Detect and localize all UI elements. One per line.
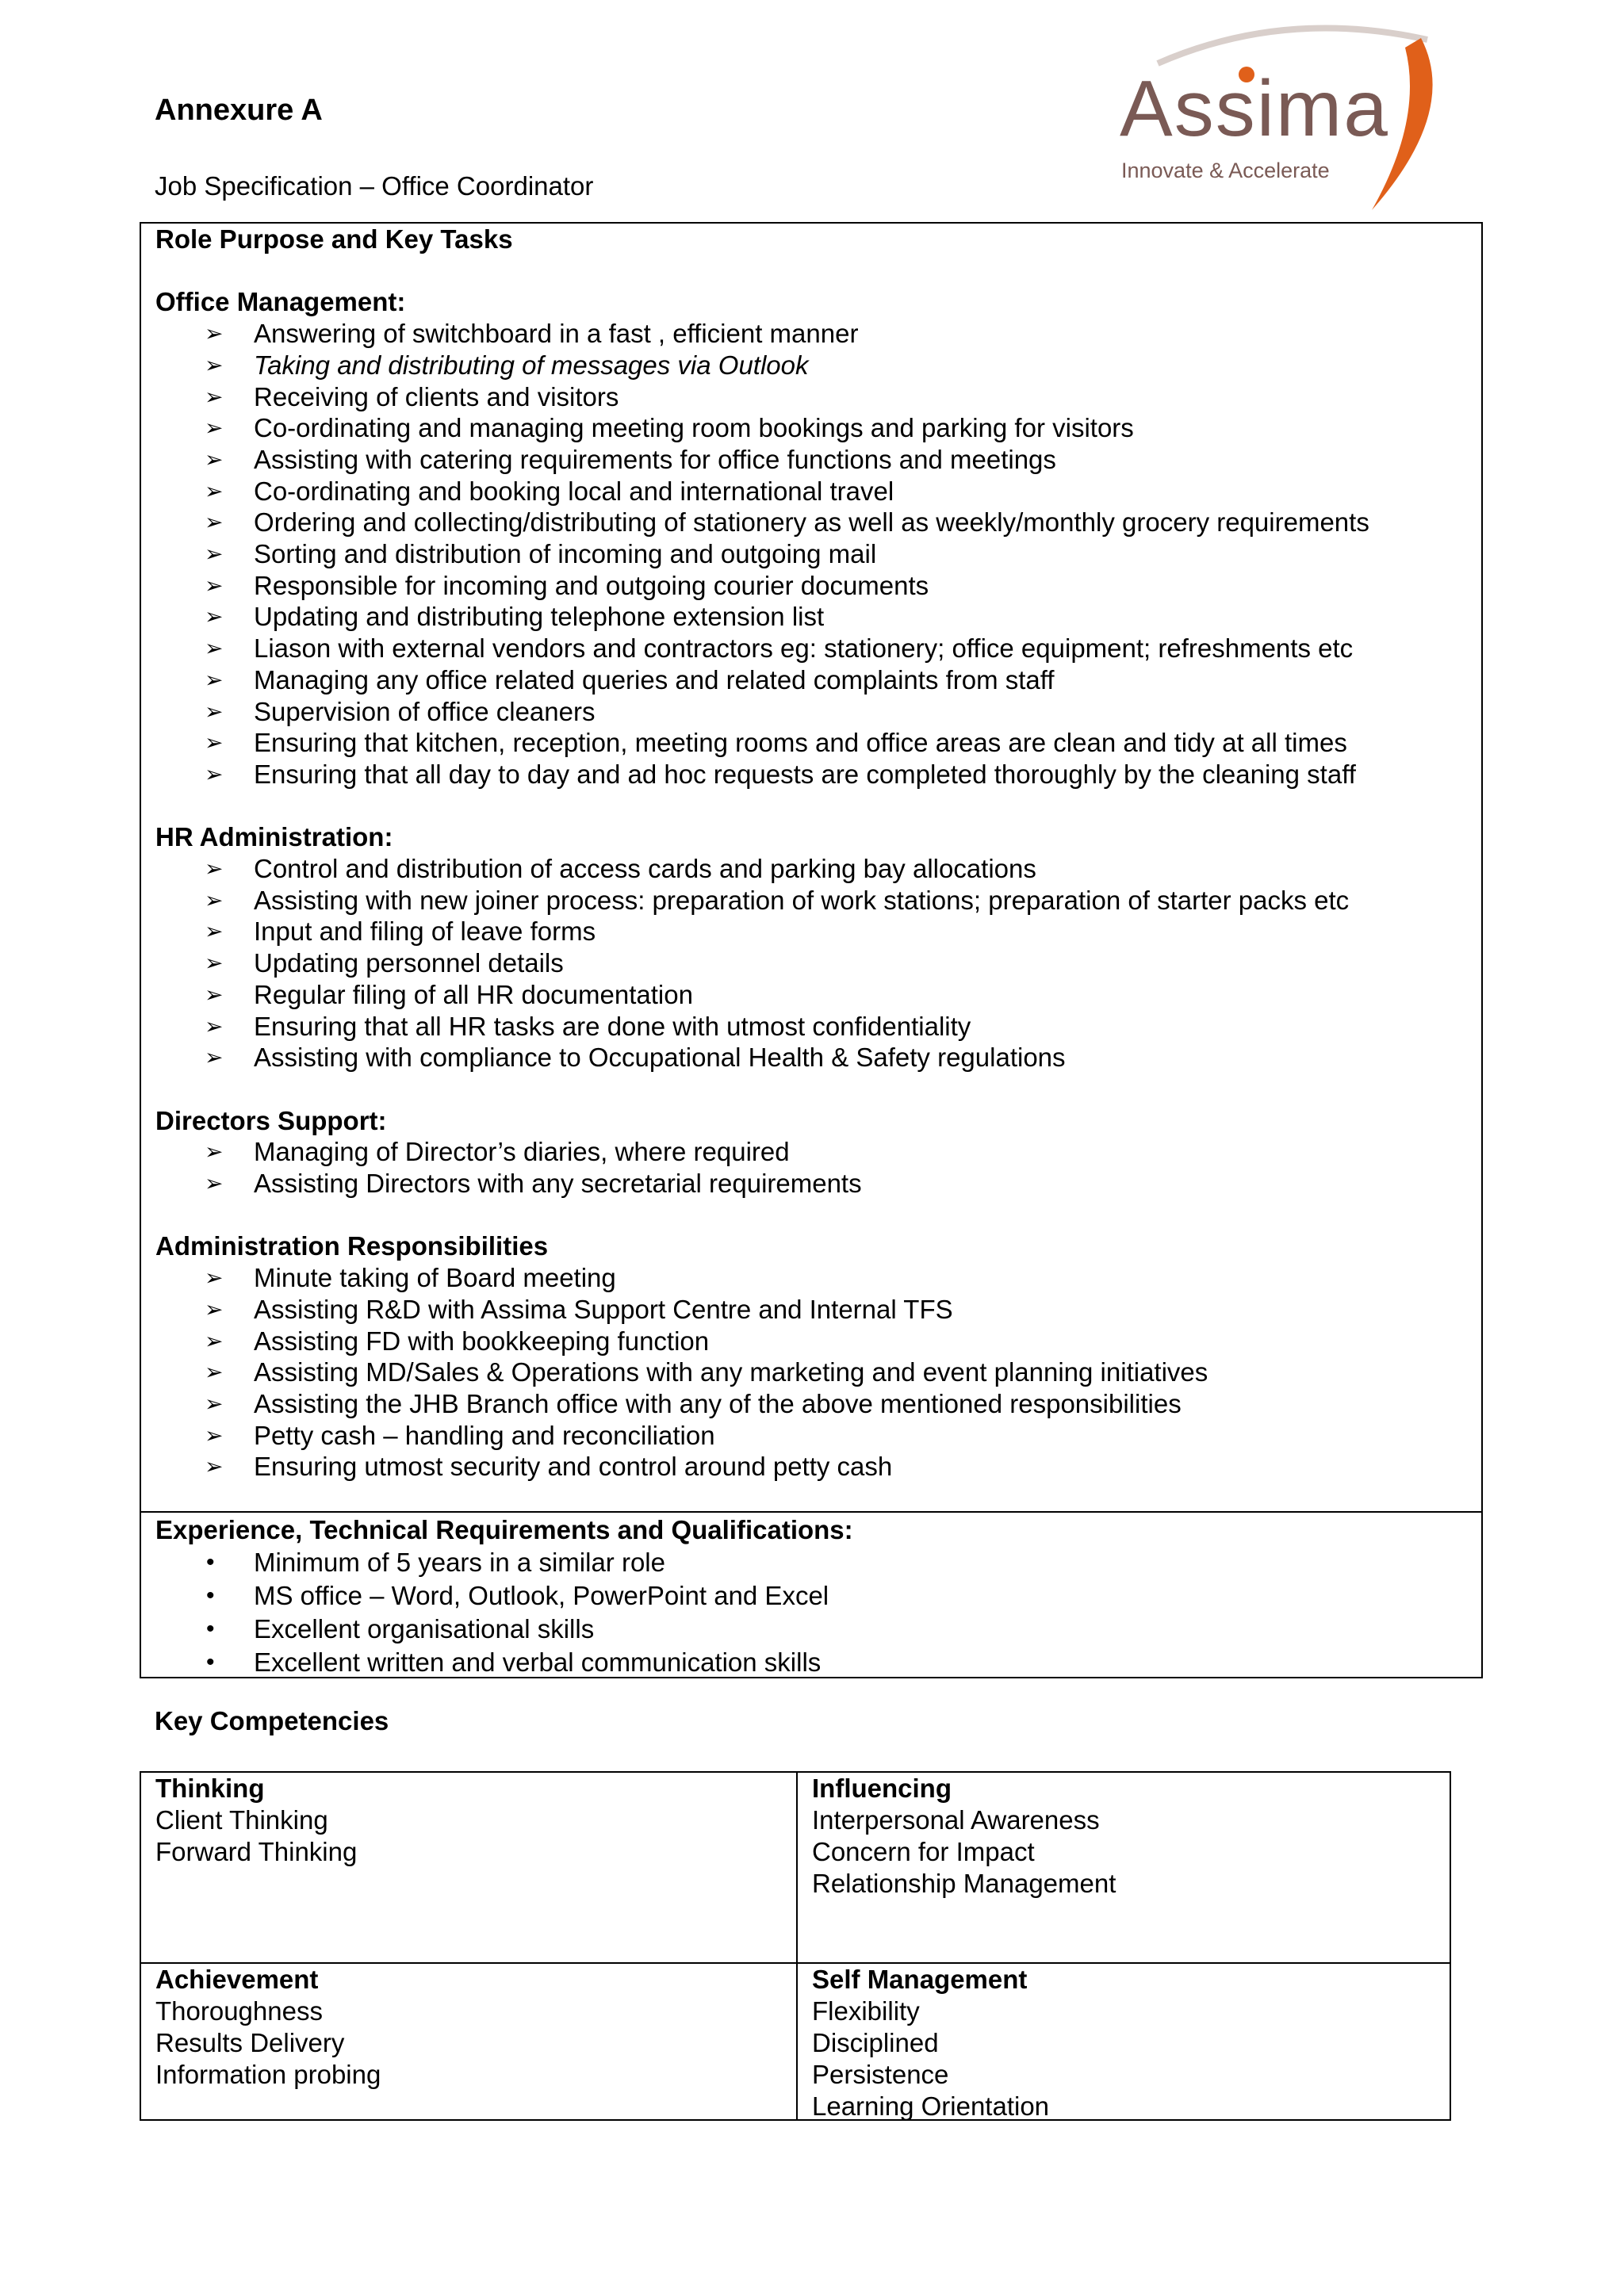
arrow-bullet-icon: ➢ xyxy=(205,887,224,913)
competency-item: Disciplined xyxy=(812,2028,939,2057)
competency-item: Client Thinking xyxy=(155,1805,328,1835)
list-item: ➢ Ensuring utmost security and control around petty cash xyxy=(205,1452,893,1482)
competency-cell-influencing xyxy=(798,1773,1451,1962)
page-title: Annexure A xyxy=(155,94,323,127)
arrow-bullet-icon: ➢ xyxy=(205,1265,224,1291)
arrow-bullet-icon: ➢ xyxy=(205,604,224,629)
list-item: ➢ Assisting R&D with Assima Support Centre and Internal TFS xyxy=(205,1294,953,1324)
list-item: ➢ Assisting with new joiner process: preparation of work stations; preparation of starter packs etc xyxy=(205,885,1350,915)
list-item: ➢ Minute taking of Board meeting xyxy=(205,1263,616,1293)
list-item: ➢ Assisting Directors with any secretarial requirements xyxy=(205,1169,862,1199)
list-item: ➢ Petty cash – handling and reconciliation xyxy=(205,1420,715,1450)
role-purpose-cell xyxy=(141,224,1481,1513)
competency-heading: Thinking xyxy=(155,1774,265,1803)
experience-list xyxy=(141,1546,1481,1679)
list-item: ➢ Regular filing of all HR documentation xyxy=(205,979,693,1009)
competency-heading: Self Management xyxy=(812,1965,1028,1994)
arrow-bullet-icon: ➢ xyxy=(205,667,224,692)
list-item: ➢ Assisting MD/Sales & Operations with any marketing and event planning initiatives xyxy=(205,1357,1208,1387)
directors-support-list xyxy=(141,1136,1481,1199)
competency-item: Information probing xyxy=(155,2060,381,2089)
arrow-bullet-icon: ➢ xyxy=(205,951,224,976)
competency-heading: Influencing xyxy=(812,1774,952,1803)
competency-cell-self-management xyxy=(798,1964,1451,2121)
office-management-list xyxy=(141,318,1481,790)
experience-title: Experience, Technical Requirements and Qualifications: xyxy=(155,1515,853,1544)
arrow-bullet-icon: ➢ xyxy=(205,730,224,756)
competency-item: Persistence xyxy=(812,2060,949,2089)
list-item: ➢ Receiving of clients and visitors xyxy=(205,381,619,411)
arrow-bullet-icon: ➢ xyxy=(205,572,224,598)
competency-item: Relationship Management xyxy=(812,1869,1116,1898)
arrow-bullet-icon: ➢ xyxy=(205,352,224,377)
role-table xyxy=(140,222,1483,1678)
arrow-bullet-icon: ➢ xyxy=(205,478,224,503)
list-item: ➢ Updating personnel details xyxy=(205,948,564,978)
arrow-bullet-icon: ➢ xyxy=(205,1171,224,1196)
list-item: ➢ Assisting the JHB Branch office with any of the above mentioned responsibilities xyxy=(205,1388,1182,1418)
list-item: ➢ Updating and distributing telephone extension list xyxy=(205,602,825,632)
list-item: ➢ Managing of Director’s diaries, where required xyxy=(205,1137,790,1167)
competency-item: Forward Thinking xyxy=(155,1837,358,1866)
list-item: ➢ Answering of switchboard in a fast , efficient manner xyxy=(205,319,859,349)
list-item: ➢ Ordering and collecting/distributing of stationery as well as weekly/monthly grocery requirements xyxy=(205,507,1369,538)
key-competencies-title: Key Competencies xyxy=(155,1706,389,1735)
list-item: ➢ Sorting and distribution of incoming and outgoing mail xyxy=(205,539,877,569)
hr-administration-list xyxy=(141,853,1481,1073)
list-item: ➢ Co-ordinating and managing meeting room bookings and parking for visitors xyxy=(205,413,1134,443)
list-item: ➢ Assisting FD with bookkeeping function xyxy=(205,1326,710,1356)
competency-item: Learning Orientation xyxy=(812,2091,1050,2121)
list-item: • Minimum of 5 years in a similar role xyxy=(141,1546,1481,1579)
arrow-bullet-icon: ➢ xyxy=(205,1328,224,1353)
list-item: ➢ Ensuring that kitchen, reception, meeting rooms and office areas are clean and tidy at all times xyxy=(205,728,1347,758)
logo-wordmark: Assima xyxy=(1120,64,1389,153)
arrow-bullet-icon: ➢ xyxy=(205,446,224,472)
dot-bullet-icon: • xyxy=(206,1648,215,1675)
section-title-hr-administration: HR Administration: xyxy=(155,822,393,852)
arrow-bullet-icon: ➢ xyxy=(205,1360,224,1385)
competency-cell-achievement xyxy=(141,1964,796,2121)
section-title-administration-responsibilities: Administration Responsibilities xyxy=(155,1231,549,1261)
list-item: ➢ Input and filing of leave forms xyxy=(205,916,596,947)
section-title-office-management: Office Management: xyxy=(155,287,406,317)
competency-item: Flexibility xyxy=(812,1996,920,2026)
arrow-bullet-icon: ➢ xyxy=(205,761,224,786)
list-item: ➢ Ensuring that all HR tasks are done with utmost confidentiality xyxy=(205,1011,971,1041)
arrow-bullet-icon: ➢ xyxy=(205,541,224,567)
arrow-bullet-icon: ➢ xyxy=(205,1045,224,1070)
competency-item: Interpersonal Awareness xyxy=(812,1805,1100,1835)
list-item: ➢ Responsible for incoming and outgoing courier documents xyxy=(205,570,929,600)
competency-cell-thinking xyxy=(141,1773,796,1962)
arrow-bullet-icon: ➢ xyxy=(205,321,224,346)
section-title-directors-support: Directors Support: xyxy=(155,1105,387,1135)
dot-bullet-icon: • xyxy=(206,1615,215,1642)
role-purpose-title: Role Purpose and Key Tasks xyxy=(155,224,513,254)
arrow-bullet-icon: ➢ xyxy=(205,1454,224,1479)
arrow-bullet-icon: ➢ xyxy=(205,856,224,882)
list-item: ➢ Co-ordinating and booking local and international travel xyxy=(205,476,894,506)
arrow-bullet-icon: ➢ xyxy=(205,1391,224,1416)
company-logo xyxy=(1110,16,1451,222)
list-item: ➢ Control and distribution of access cards and parking bay allocations xyxy=(205,854,1036,884)
arrow-bullet-icon: ➢ xyxy=(205,698,224,724)
list-item: ➢ Assisting with compliance to Occupational Health & Safety regulations xyxy=(205,1043,1066,1073)
list-item: ➢ Managing any office related queries and related complaints from staff xyxy=(205,664,1055,695)
arrow-bullet-icon: ➢ xyxy=(205,1296,224,1322)
logo-tagline: Innovate & Accelerate xyxy=(1121,159,1330,182)
competency-item: Thoroughness xyxy=(155,1996,323,2026)
arrow-bullet-icon: ➢ xyxy=(205,1139,224,1165)
list-item: • MS office – Word, Outlook, PowerPoint and Excel xyxy=(141,1579,1481,1613)
arrow-bullet-icon: ➢ xyxy=(205,415,224,441)
list-item: • Excellent organisational skills xyxy=(141,1613,1481,1646)
arrow-bullet-icon: ➢ xyxy=(205,1013,224,1039)
arrow-bullet-icon: ➢ xyxy=(205,919,224,944)
competency-heading: Achievement xyxy=(155,1965,319,1994)
list-item: • Excellent written and verbal communication skills xyxy=(141,1646,1481,1679)
administration-responsibilities-list xyxy=(141,1262,1481,1483)
list-item: ➢ Liason with external vendors and contractors eg: stationery; office equipment; refreshments etc xyxy=(205,633,1354,664)
list-item: ➢ Assisting with catering requirements for office functions and meetings xyxy=(205,444,1056,474)
competency-item: Results Delivery xyxy=(155,2028,345,2057)
list-item: ➢ Taking and distributing of messages via Outlook xyxy=(205,350,809,380)
arrow-bullet-icon: ➢ xyxy=(205,510,224,535)
arrow-bullet-icon: ➢ xyxy=(205,636,224,661)
list-item: ➢ Supervision of office cleaners xyxy=(205,696,596,726)
arrow-bullet-icon: ➢ xyxy=(205,384,224,409)
experience-cell xyxy=(141,1513,1481,1677)
arrow-bullet-icon: ➢ xyxy=(205,1422,224,1448)
job-spec-subtitle: Job Specification – Office Coordinator xyxy=(155,171,594,201)
competencies-table xyxy=(140,1771,1451,2121)
competency-item: Concern for Impact xyxy=(812,1837,1035,1866)
dot-bullet-icon: • xyxy=(206,1548,215,1575)
dot-bullet-icon: • xyxy=(206,1582,215,1609)
arrow-bullet-icon: ➢ xyxy=(205,982,224,1007)
list-item: ➢ Ensuring that all day to day and ad hoc requests are completed thoroughly by the cleaning staff xyxy=(205,759,1356,789)
